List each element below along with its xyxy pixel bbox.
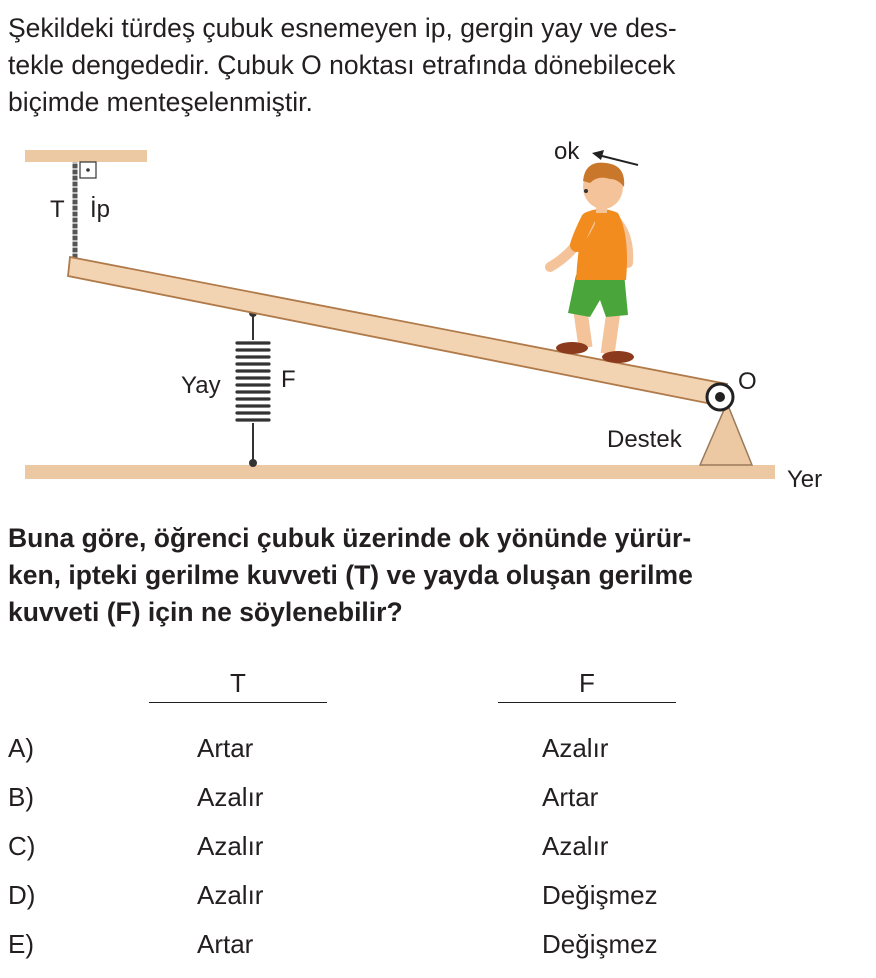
- intro-line: tekle dengededir. Çubuk O noktası etrafında dönebilecek: [8, 50, 676, 80]
- option-a[interactable]: [0, 733, 876, 777]
- option-t-value: Azalır: [197, 831, 264, 861]
- option-b[interactable]: [0, 782, 876, 826]
- column-header-f: [498, 668, 676, 703]
- option-c[interactable]: [0, 831, 876, 875]
- intro-line: biçimde menteşelenmiştir.: [8, 87, 313, 117]
- option-t-value: Azalır: [197, 782, 264, 812]
- option-t-value: Artar: [197, 929, 254, 959]
- question-text: [8, 520, 868, 631]
- option-f-value: Değişmez: [542, 880, 658, 910]
- option-letter: E): [8, 929, 34, 959]
- question-line: Buna göre, öğrenci çubuk üzerinde ok yönünde yürür-: [8, 523, 692, 553]
- support-triangle: [700, 403, 752, 465]
- label-t: T: [50, 196, 65, 223]
- option-f-value: Azalır: [542, 733, 609, 763]
- option-f-value: Azalır: [542, 831, 609, 861]
- label-f: F: [281, 366, 296, 393]
- intro-text: [8, 10, 858, 121]
- column-header-f-rule: [498, 702, 676, 703]
- option-f-value: Artar: [542, 782, 599, 812]
- beam: [68, 257, 727, 406]
- option-letter: B): [8, 782, 34, 812]
- option-letter: A): [8, 733, 34, 763]
- seesaw-figure: [0, 135, 876, 505]
- option-e[interactable]: [0, 929, 876, 973]
- ceiling: [25, 150, 147, 162]
- question-line: kuvveti (F) için ne söylenebilir?: [8, 597, 403, 627]
- intro-line: Şekildeki türdeş çubuk esnemeyen ip, gergin yay ve des-: [8, 13, 677, 43]
- option-t-value: Artar: [197, 733, 254, 763]
- option-letter: C): [8, 831, 36, 861]
- column-header-f-label: F: [579, 668, 595, 698]
- label-o: O: [738, 368, 757, 395]
- option-letter: D): [8, 880, 36, 910]
- label-yay: Yay: [181, 372, 221, 399]
- label-ip: İp: [90, 196, 111, 223]
- spring: [237, 309, 269, 467]
- option-f-value: Değişmez: [542, 929, 658, 959]
- label-destek: Destek: [607, 426, 682, 453]
- column-header-t-label: T: [230, 668, 246, 698]
- option-d[interactable]: [0, 880, 876, 924]
- label-yer: Yer: [787, 466, 823, 493]
- question-line: ken, ipteki gerilme kuvveti (T) ve yayda oluşan gerilme: [8, 560, 693, 590]
- column-header-t-rule: [149, 702, 327, 703]
- option-t-value: Azalır: [197, 880, 264, 910]
- ground: [25, 465, 775, 479]
- label-ok: ok: [554, 138, 580, 165]
- student-figure: [550, 163, 634, 363]
- column-header-t: [149, 668, 327, 703]
